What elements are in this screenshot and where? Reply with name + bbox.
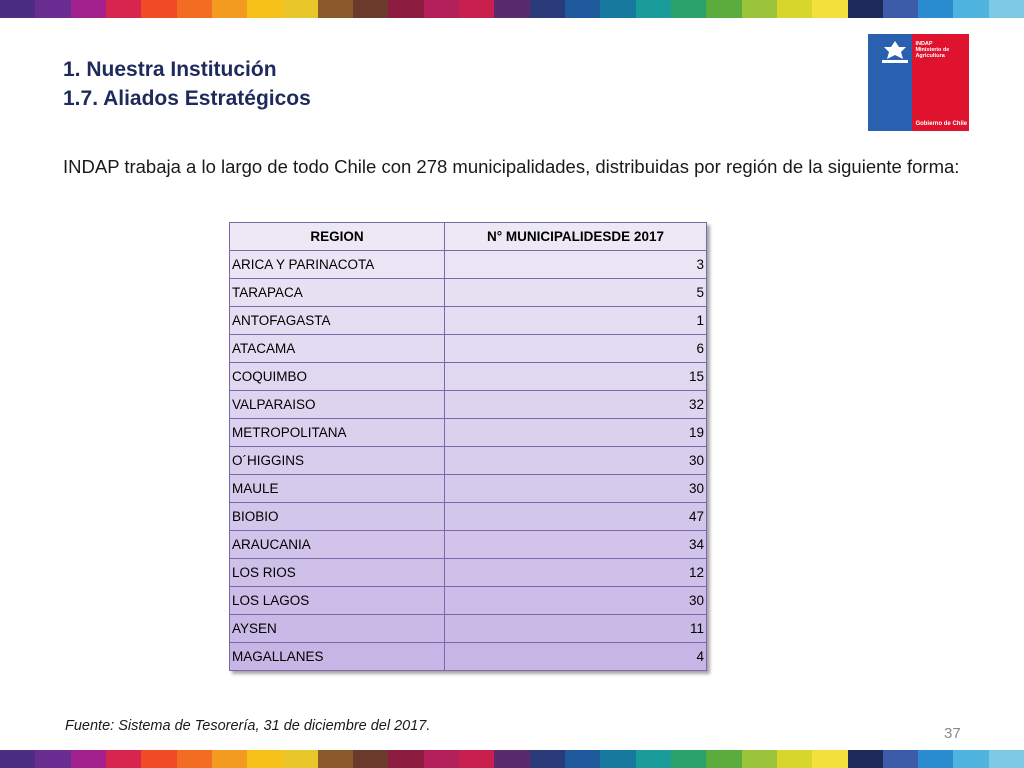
stripe-segment [35, 0, 70, 18]
stripe-segment [671, 750, 706, 768]
stripe-segment [671, 0, 706, 18]
stripe-segment [212, 750, 247, 768]
stripe-segment [742, 750, 777, 768]
table-header-row [230, 223, 707, 251]
stripe-segment [141, 0, 176, 18]
stripe-segment [35, 750, 70, 768]
stripe-segment [71, 750, 106, 768]
count-cell: 47 [445, 503, 707, 531]
stripe-segment [600, 750, 635, 768]
stripe-segment [989, 750, 1024, 768]
stripe-segment [777, 0, 812, 18]
stripe-segment [106, 750, 141, 768]
count-cell: 1 [445, 307, 707, 335]
count-cell: 5 [445, 279, 707, 307]
logo-gov-text: Gobierno de Chile [915, 121, 968, 127]
header-count: N° MUNICIPALIDESDE 2017 [445, 223, 707, 251]
region-cell: BIOBIO [230, 503, 445, 531]
region-cell: METROPOLITANA [230, 419, 445, 447]
table-row [230, 307, 707, 335]
stripe-segment [247, 750, 282, 768]
stripe-segment [777, 750, 812, 768]
title-line-1: 1. Nuestra Institución [63, 58, 277, 81]
count-cell: 15 [445, 363, 707, 391]
count-cell: 4 [445, 643, 707, 671]
stripe-segment [848, 750, 883, 768]
region-cell: ARAUCANIA [230, 531, 445, 559]
logo-name: INDAP [915, 41, 933, 47]
stripe-segment [918, 0, 953, 18]
stripe-segment [318, 750, 353, 768]
stripe-segment [459, 0, 494, 18]
table-row [230, 587, 707, 615]
page-number: 37 [944, 725, 961, 742]
count-cell: 30 [445, 475, 707, 503]
logo-blue-panel [868, 34, 912, 131]
stripe-segment [530, 0, 565, 18]
stripe-segment [71, 0, 106, 18]
stripe-segment [141, 750, 176, 768]
stripe-segment [883, 0, 918, 18]
chile-coat-of-arms-icon [878, 39, 912, 67]
table-row [230, 643, 707, 671]
logo-brand-text [915, 41, 949, 59]
stripe-segment [106, 0, 141, 18]
stripe-segment [424, 750, 459, 768]
count-cell: 3 [445, 251, 707, 279]
region-cell: MAULE [230, 475, 445, 503]
stripe-segment [283, 750, 318, 768]
region-cell: O´HIGGINS [230, 447, 445, 475]
stripe-segment [212, 0, 247, 18]
stripe-segment [953, 750, 988, 768]
count-cell: 34 [445, 531, 707, 559]
source-note: Fuente: Sistema de Tesorería, 31 de diciembre del 2017. [65, 718, 431, 734]
stripe-segment [600, 0, 635, 18]
bottom-color-stripe [0, 750, 1024, 768]
region-cell: ARICA Y PARINACOTA [230, 251, 445, 279]
stripe-segment [565, 0, 600, 18]
region-cell: LOS LAGOS [230, 587, 445, 615]
stripe-segment [706, 0, 741, 18]
stripe-segment [494, 750, 529, 768]
stripe-segment [0, 750, 35, 768]
header-region: REGION [230, 223, 445, 251]
stripe-segment [388, 750, 423, 768]
stripe-segment [247, 0, 282, 18]
table-row [230, 447, 707, 475]
stripe-segment [918, 750, 953, 768]
table-row [230, 531, 707, 559]
region-cell: VALPARAISO [230, 391, 445, 419]
stripe-segment [989, 0, 1024, 18]
table-row [230, 503, 707, 531]
stripe-segment [459, 750, 494, 768]
stripe-segment [636, 750, 671, 768]
region-cell: MAGALLANES [230, 643, 445, 671]
table-row [230, 363, 707, 391]
logo-ministry: Ministerio de [915, 47, 950, 53]
intro-paragraph: INDAP trabaja a lo largo de todo Chile con 278 municipalidades, distribuidas por región de la siguiente forma: [63, 156, 960, 177]
count-cell: 11 [445, 615, 707, 643]
stripe-segment [318, 0, 353, 18]
title-line-2: 1.7. Aliados Estratégicos [63, 87, 311, 110]
stripe-segment [883, 750, 918, 768]
stripe-segment [530, 750, 565, 768]
stripe-segment [812, 750, 847, 768]
stripe-segment [636, 0, 671, 18]
stripe-segment [353, 0, 388, 18]
table-row [230, 335, 707, 363]
stripe-segment [565, 750, 600, 768]
stripe-segment [953, 0, 988, 18]
table-row [230, 475, 707, 503]
stripe-segment [388, 0, 423, 18]
region-cell: TARAPACA [230, 279, 445, 307]
stripe-segment [706, 750, 741, 768]
region-cell: LOS RIOS [230, 559, 445, 587]
count-cell: 32 [445, 391, 707, 419]
count-cell: 12 [445, 559, 707, 587]
stripe-segment [494, 0, 529, 18]
municipalities-table [229, 222, 707, 671]
table-row [230, 559, 707, 587]
stripe-segment [177, 750, 212, 768]
stripe-segment [0, 0, 35, 18]
region-cell: ANTOFAGASTA [230, 307, 445, 335]
stripe-segment [353, 750, 388, 768]
count-cell: 6 [445, 335, 707, 363]
count-cell: 30 [445, 587, 707, 615]
count-cell: 19 [445, 419, 707, 447]
stripe-segment [812, 0, 847, 18]
count-cell: 30 [445, 447, 707, 475]
region-cell: AYSEN [230, 615, 445, 643]
stripe-segment [742, 0, 777, 18]
table-row [230, 419, 707, 447]
stripe-segment [283, 0, 318, 18]
stripe-segment [177, 0, 212, 18]
region-cell: ATACAMA [230, 335, 445, 363]
table-row [230, 391, 707, 419]
top-color-stripe [0, 0, 1024, 18]
region-cell: COQUIMBO [230, 363, 445, 391]
logo-red-panel [912, 34, 969, 131]
stripe-segment [848, 0, 883, 18]
table-row [230, 279, 707, 307]
indap-logo [868, 34, 969, 131]
logo-agriculture: Agricultura [915, 53, 945, 59]
table-row [230, 615, 707, 643]
stripe-segment [424, 0, 459, 18]
table-row [230, 251, 707, 279]
slide-title [63, 55, 311, 113]
